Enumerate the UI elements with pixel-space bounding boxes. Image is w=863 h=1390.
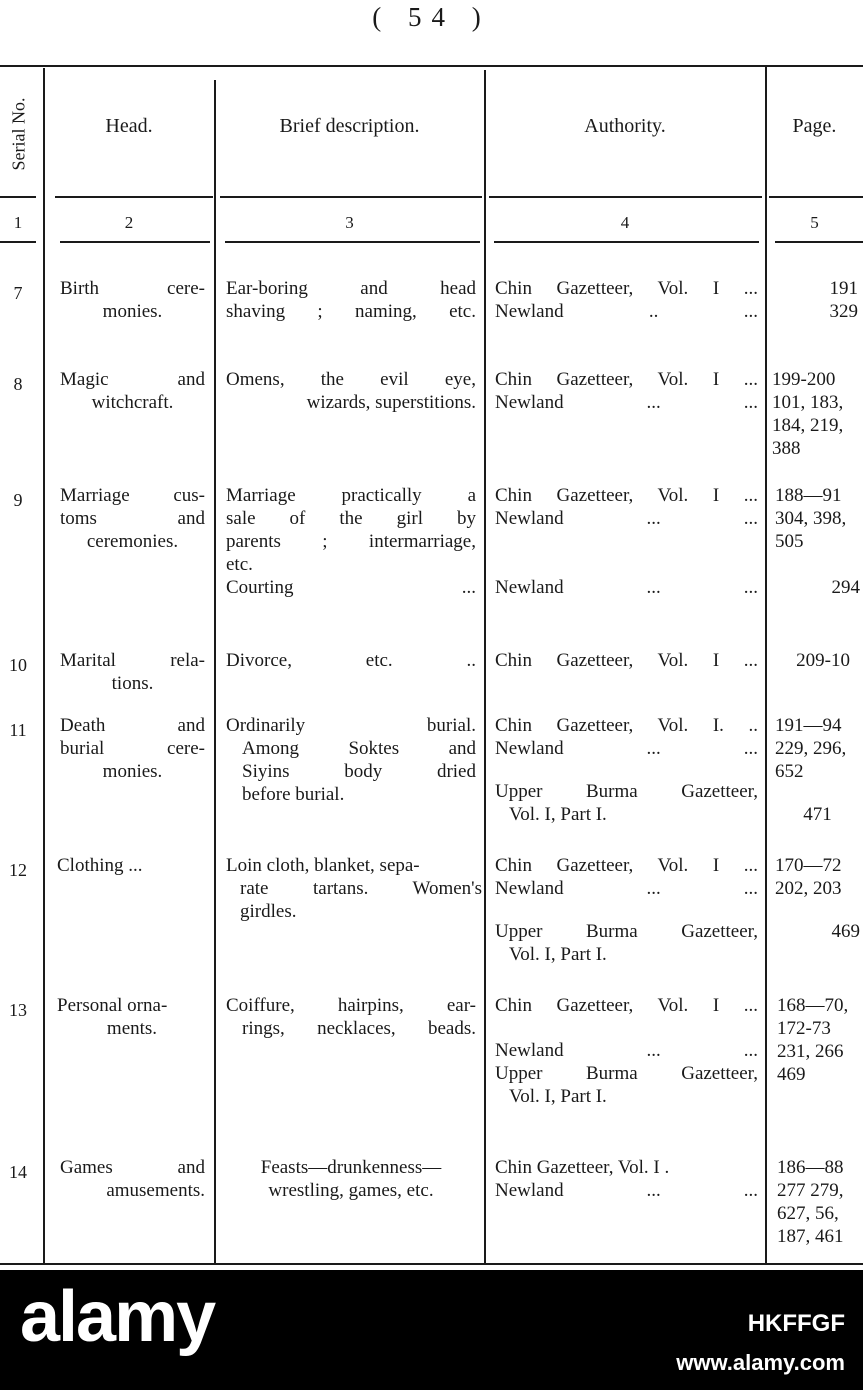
authority-cell: Chin Gazetteer, Vol. I ... Newland .. ... [495, 278, 758, 322]
serial-number: 9 [13, 490, 23, 510]
watermark-site: www.alamy.com [676, 1350, 845, 1375]
serial-number: 12 [9, 860, 27, 880]
column-divider-2 [214, 80, 216, 1264]
colnum-underline-3 [225, 241, 480, 243]
table-top-rule [0, 65, 863, 67]
header-underline-2 [55, 196, 213, 198]
colnum-5: 5 [810, 213, 819, 232]
column-divider-3 [484, 70, 486, 1264]
description-cell: Loin cloth, blanket, sepa- rate tartans. Women's girdles. [226, 855, 482, 922]
page-header: Page. [792, 115, 837, 137]
page-cell: 186—88 277 279, 627, 56, 187, 461 [777, 1157, 844, 1247]
description-cell: Divorce, etc. .. [226, 650, 476, 671]
description-cell: Omens, the evil eye, wizards, superstitions. [226, 369, 476, 413]
head-cell: Death and burial cere- monies. [60, 715, 205, 782]
description-header: Brief description. [279, 115, 420, 137]
watermark-banner [0, 1270, 863, 1390]
authority-cell: Chin Gazetteer, Vol. I. .. Newland ... ... Upper Burma Gazetteer, Vol. I, Part I. [495, 715, 758, 825]
page-number: ( 54 ) [372, 2, 491, 32]
description-cell: Marriage practically a sale of the girl by parents ; intermarriage, etc. Courting ... [226, 485, 476, 598]
serial-number: 10 [9, 655, 27, 675]
authority-cell: Chin Gazetteer, Vol. I ... Newland ... ... Newland ... ... [495, 485, 758, 598]
authority-header: Authority. [584, 115, 666, 137]
head-cell: Birth cere- monies. [60, 278, 205, 322]
head-cell: Marital rela- tions. [60, 650, 205, 694]
serial-header: Serial No. [8, 97, 29, 171]
watermark-brand: alamy [20, 1277, 215, 1357]
authority-cell: Chin Gazetteer, Vol. I ... Newland ... ... Upper Burma Gazetteer, Vol. I, Part I. [495, 995, 758, 1107]
page-cell: 199-200 101, 183, 184, 219, 388 [772, 369, 844, 459]
column-divider-1 [43, 68, 45, 1264]
page-cell: 191 329 [829, 278, 858, 322]
column-divider-4 [765, 66, 767, 1264]
description-cell: Feasts—drunkenness— wrestling, games, etc. [260, 1157, 442, 1201]
serial-number: 7 [13, 283, 23, 303]
colnum-underline-4 [494, 241, 759, 243]
description-cell: Ear-boring and head shaving ; naming, etc. [226, 278, 476, 322]
colnum-2: 2 [124, 213, 134, 232]
serial-number: 8 [13, 374, 23, 394]
description-cell: Ordinarily burial. Among Soktes and Siyins body dried before burial. [226, 715, 476, 805]
colnum-underline-2 [60, 241, 210, 243]
head-header: Head. [105, 115, 153, 137]
watermark-image-code: HKFFGF [747, 1310, 845, 1337]
authority-cell: Chin Gazetteer, Vol. I ... [495, 650, 758, 671]
head-cell: Personal orna- ments. [57, 995, 168, 1039]
colnum-3: 3 [345, 213, 354, 232]
head-cell: Games and amusements. [60, 1157, 205, 1201]
header-underline-5 [769, 196, 863, 198]
table-bottom-rule [0, 1263, 863, 1265]
serial-number: 11 [9, 720, 27, 740]
serial-number: 14 [9, 1162, 27, 1182]
header-underline-1 [0, 196, 36, 198]
page-cell: 188—91 304, 398, 505 294 [775, 485, 860, 598]
head-cell: Magic and witchcraft. [60, 369, 205, 413]
header-underline-4 [489, 196, 762, 198]
head-cell: Clothing ... [57, 855, 143, 876]
colnum-1: 1 [13, 213, 23, 232]
page-cell: 170—72 202, 203 469 [775, 855, 860, 942]
colnum-underline-1 [0, 241, 36, 243]
colnum-underline-5 [775, 241, 863, 243]
authority-cell: Chin Gazetteer, Vol. I ... Newland ... ... Upper Burma Gazetteer, Vol. I, Part I. [495, 855, 758, 965]
description-cell: Coiffure, hairpins, ear- rings, necklaces, beads. [226, 995, 476, 1039]
page-cell: 168—70, 172-73 231, 266 469 [777, 995, 849, 1085]
authority-cell: Chin Gazetteer, Vol. I . Newland ... ... [495, 1157, 758, 1201]
authority-cell: Chin Gazetteer, Vol. I ... Newland ... ... [495, 369, 758, 413]
serial-number: 13 [9, 1000, 27, 1020]
page-cell: 191—94 229, 296, 652 471 [775, 715, 847, 825]
page-cell: 209-10 [796, 650, 850, 671]
header-underline-3 [220, 196, 482, 198]
head-cell: Marriage cus- toms and ceremonies. [60, 485, 205, 552]
colnum-4: 4 [620, 213, 630, 232]
